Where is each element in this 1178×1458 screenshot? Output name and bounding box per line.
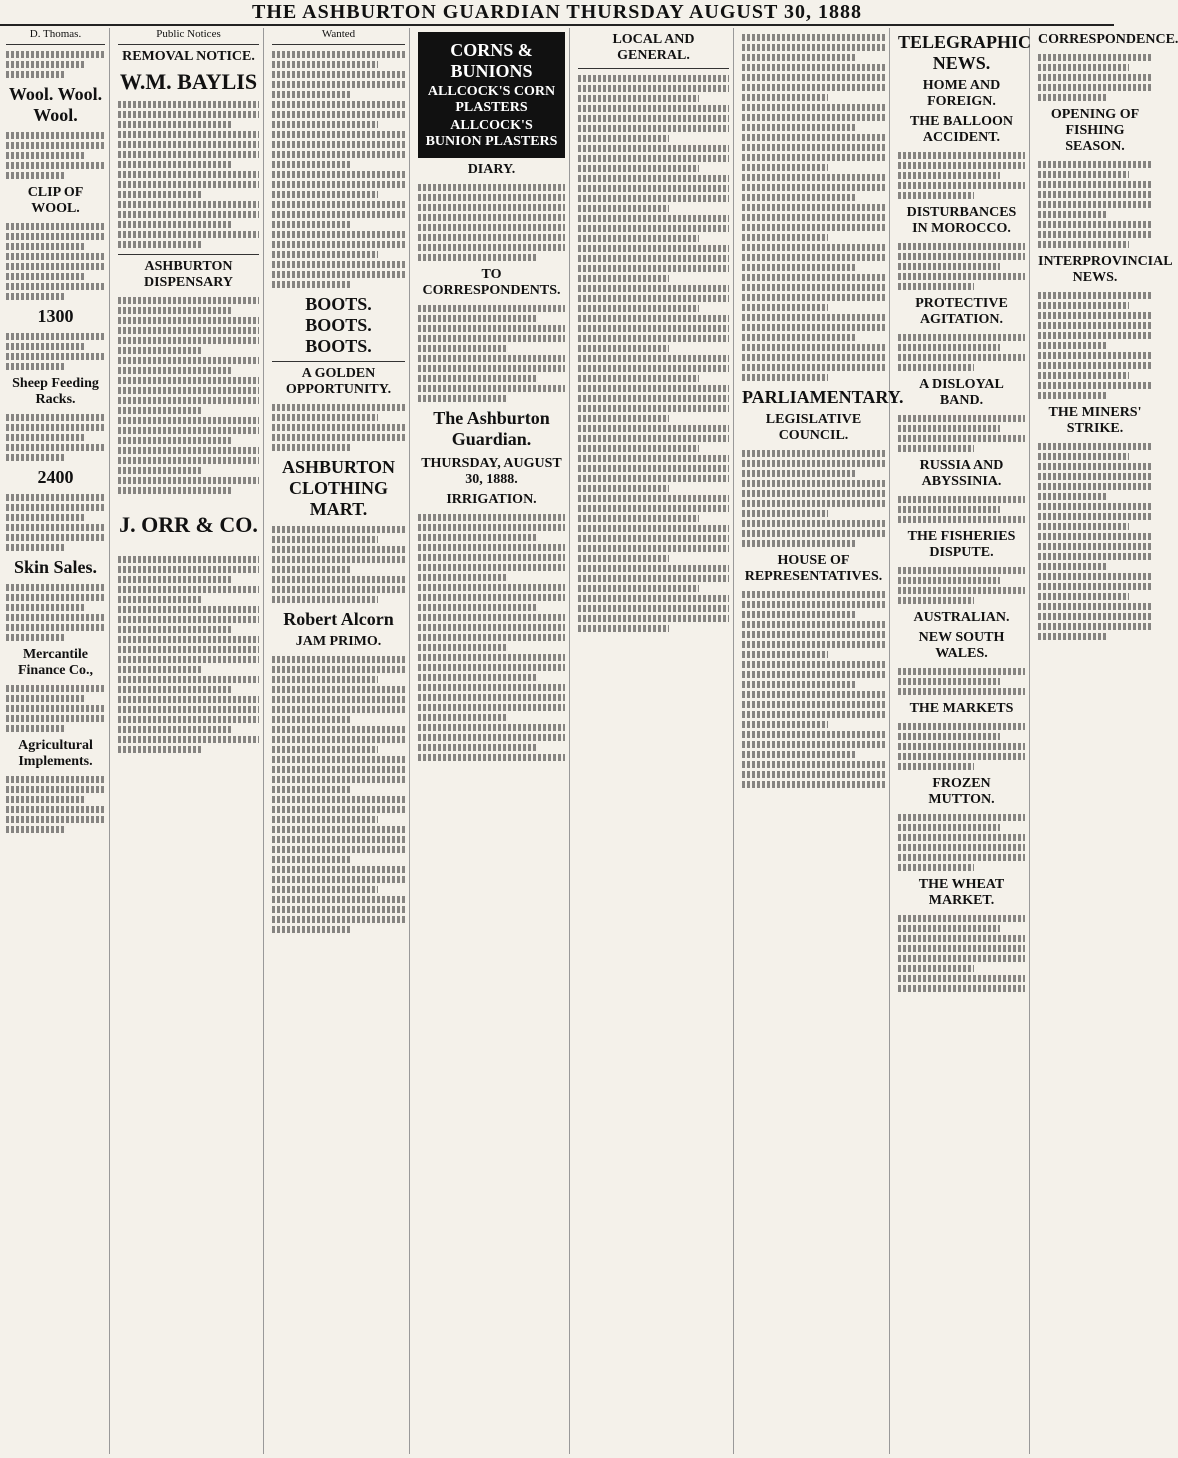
ad-title: CORNS & BUNIONS [450, 40, 533, 81]
subhead: HOME AND FOREIGN. [922, 78, 1001, 109]
masthead [0, 0, 1114, 26]
masthead-title: THE ASHBURTON GUARDIAN THURSDAY AUGUST 30, 1888 [252, 0, 862, 23]
subhead: RUSSIA AND ABYSSINIA. [919, 458, 1004, 489]
big-number: 2400 [37, 467, 74, 487]
column-3 [272, 28, 410, 1454]
subhead: OPENING OF FISHING SEASON. [1050, 107, 1140, 154]
subhead: THE WHEAT MARKET. [918, 877, 1005, 908]
headline: INTERPROVINCIAL NEWS. [1038, 254, 1173, 285]
headline: Agricultural Implements. [18, 738, 93, 769]
subhead: DISTURBANCES IN MOROCCO. [906, 205, 1017, 236]
headline: ASHBURTON CLOTHING MART. [281, 457, 396, 519]
column-5 [578, 28, 734, 1454]
headline: IRRIGATION. [446, 492, 537, 507]
rule [6, 44, 105, 45]
subhead: FROZEN MUTTON. [928, 776, 995, 807]
headline: A GOLDEN OPPORTUNITY. [285, 366, 392, 397]
dateline: THURSDAY, AUGUST 30, 1888. [421, 456, 562, 487]
column-2 [118, 28, 264, 1454]
subhead: THE FISHERIES DISPUTE. [907, 529, 1016, 560]
column-6 [742, 28, 904, 1454]
column-1 [6, 28, 110, 1454]
headline: CLIP OF WOOL. [27, 185, 84, 216]
headline: TELEGRAPHIC NEWS. [898, 32, 1032, 73]
column-1-header: D. Thomas. [29, 28, 82, 40]
headline: LOCAL AND GENERAL. [612, 32, 695, 63]
headline: JAM PRIMO. [295, 634, 382, 649]
headline: ASHBURTON DISPENSARY [144, 259, 233, 290]
column-3-header: Wanted [321, 28, 356, 40]
headline: J. ORR & CO. [119, 512, 258, 537]
ad-line: ALLCOCK'S CORN PLASTERS [427, 84, 556, 115]
big-number: 1300 [37, 306, 74, 326]
headline: Mercantile Finance Co., [17, 647, 94, 678]
subhead: HOUSE OF REPRESENTATIVES. [744, 553, 883, 584]
masthead-sub: The Ashburton Guardian. [433, 408, 550, 449]
headline: W.M. BAYLIS [119, 69, 258, 94]
headline: Wool. Wool. Wool. [8, 84, 103, 125]
column-2-header: Public Notices [156, 28, 221, 40]
column-4 [418, 28, 570, 1454]
column-7 [898, 28, 1030, 1454]
headline: Sheep Feeding Racks. [12, 376, 99, 407]
advertisement [418, 32, 565, 158]
subhead: A DISLOYAL BAND. [919, 377, 1004, 408]
headline: Robert Alcorn [283, 609, 394, 629]
ad-line: ALLCOCK'S BUNION PLASTERS [425, 118, 558, 149]
headline: TO CORRESPONDENTS. [422, 267, 561, 298]
headline: Skin Sales. [13, 557, 98, 577]
headline: BOOTS. BOOTS. BOOTS. [305, 294, 372, 356]
headline: CORRESPONDENCE. [1038, 32, 1178, 47]
subhead: AUSTRALIAN. [913, 610, 1010, 625]
headline: REMOVAL NOTICE. [122, 49, 255, 64]
headline: PARLIAMENTARY. [742, 387, 904, 407]
subhead: LEGISLATIVE COUNCIL. [765, 412, 862, 443]
subhead: THE BALLOON ACCIDENT. [909, 114, 1014, 145]
headline: DIARY. [467, 162, 516, 177]
column-8 [1038, 28, 1178, 1454]
subhead: PROTECTIVE AGITATION. [915, 296, 1008, 327]
columns [6, 28, 1178, 1454]
headline: THE MINERS' STRIKE. [1048, 405, 1142, 436]
subhead: THE MARKETS [909, 701, 1014, 716]
subhead: NEW SOUTH WALES. [918, 630, 1005, 661]
